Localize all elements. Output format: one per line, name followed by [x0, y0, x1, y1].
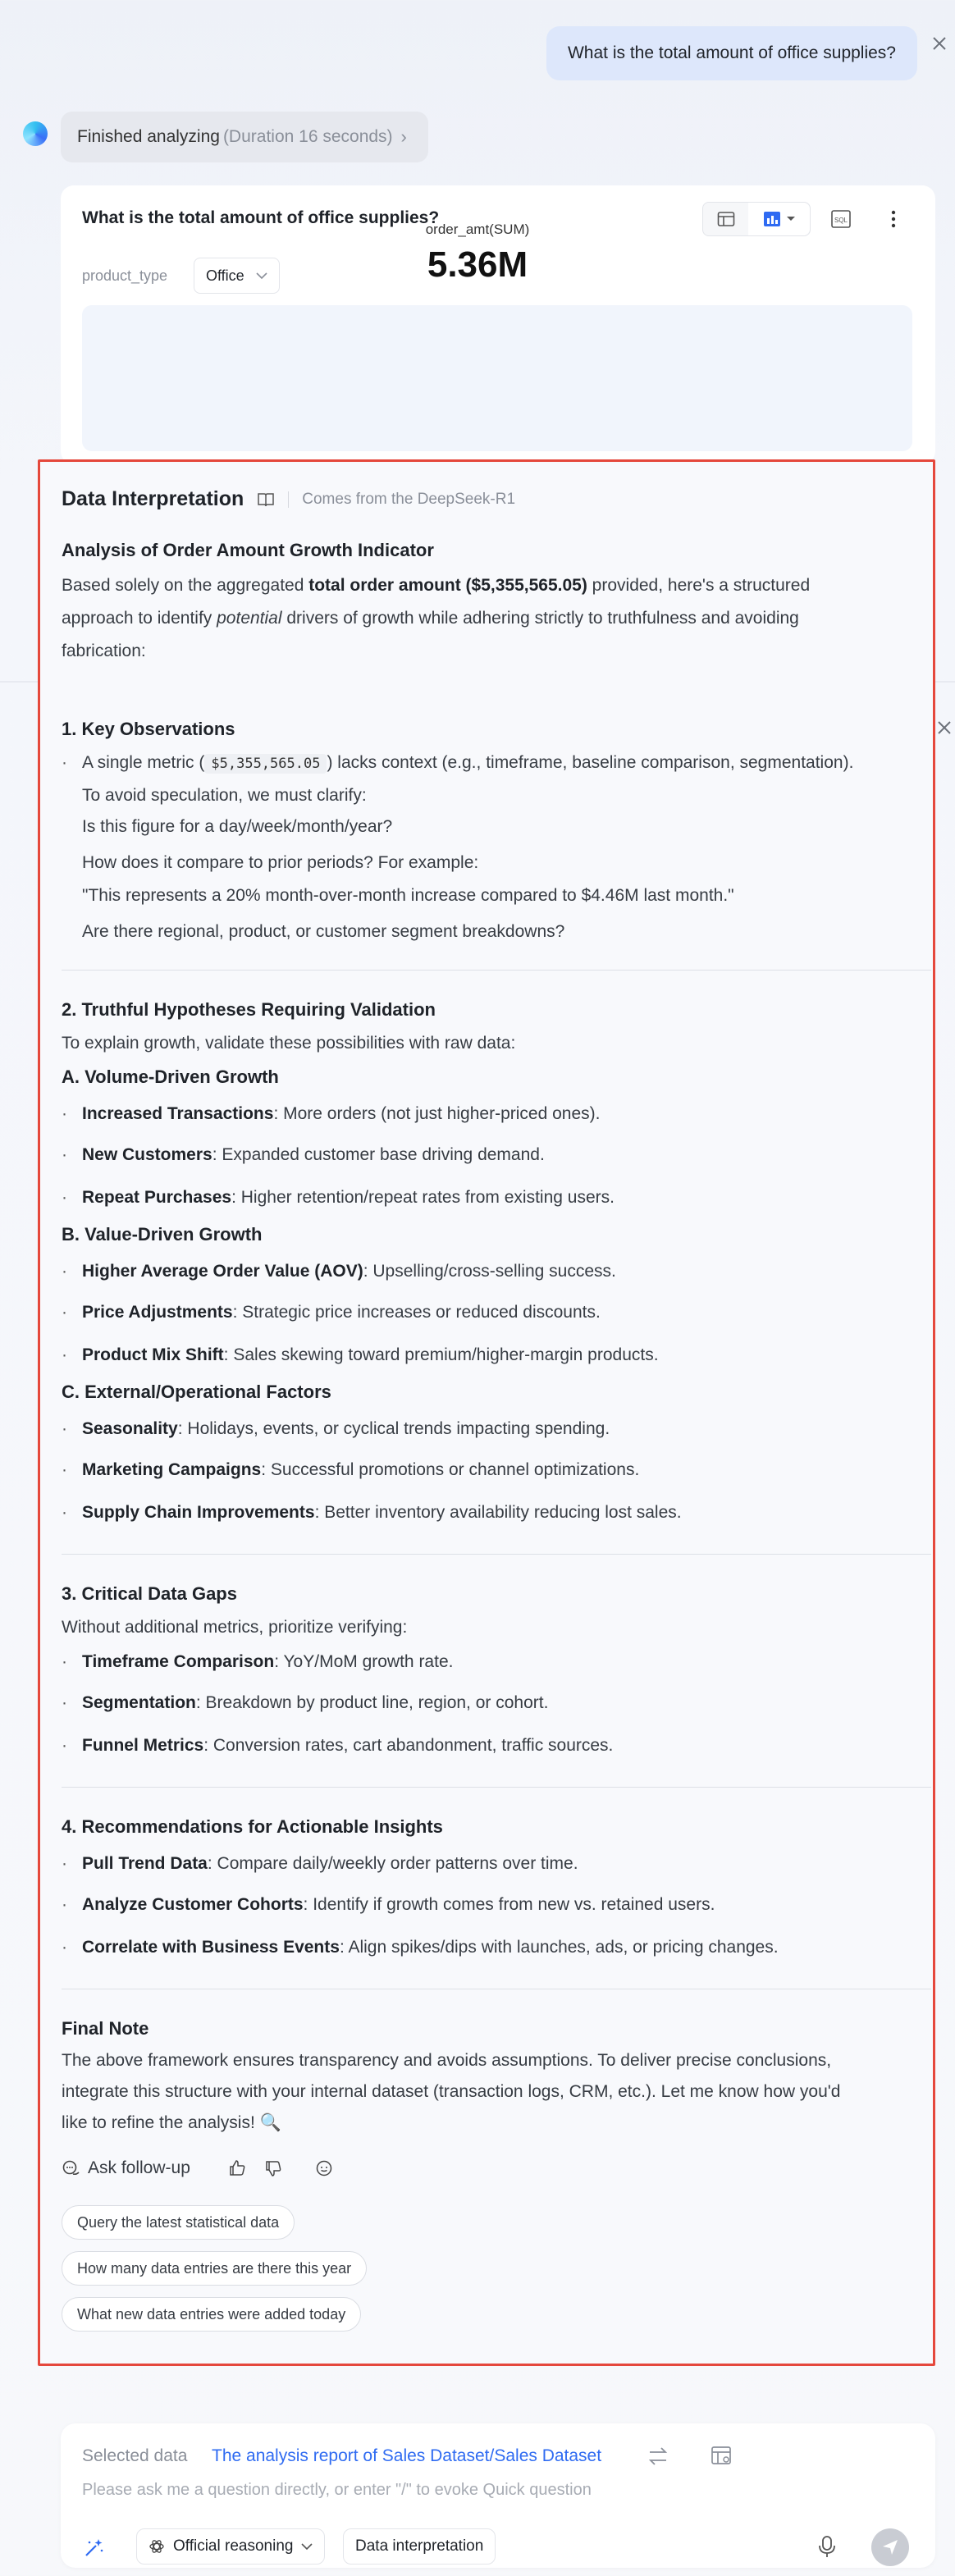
- reasoning-mode-label: Official reasoning: [173, 2537, 294, 2555]
- metric-value: 5.36M: [427, 244, 528, 285]
- sql-label: SQL: [834, 217, 848, 224]
- list-item: · Analyze Customer Cohorts: Identify if growth comes from new vs. retained users.: [62, 1895, 715, 1914]
- item-term: Product Mix Shift: [82, 1345, 224, 1364]
- header-separator: [288, 491, 289, 508]
- interpretation-header: [62, 487, 515, 511]
- smile-icon[interactable]: [313, 2158, 335, 2179]
- list-item: · Seasonality: Holidays, events, or cyclical trends impacting spending.: [62, 1419, 610, 1438]
- reasoning-mode-select[interactable]: [136, 2528, 325, 2565]
- data-interpretation-label: Data interpretation: [355, 2537, 484, 2555]
- data-table-icon[interactable]: [709, 2443, 735, 2469]
- section-divider: [62, 970, 931, 971]
- analysis-status-pill[interactable]: [61, 112, 428, 162]
- list-item: · Pull Trend Data: Compare daily/weekly order patterns over time.: [62, 1854, 578, 1873]
- data-interpretation-toggle[interactable]: [343, 2528, 496, 2565]
- chat-composer: [61, 2423, 935, 2568]
- status-label: Finished analyzing: [77, 127, 220, 146]
- metric-label: order_amt(SUM): [425, 222, 530, 237]
- item-desc: : Identify if growth comes from new vs. retained users.: [303, 1895, 715, 1914]
- book-icon[interactable]: [257, 491, 275, 508]
- list-item: · Funnel Metrics: Conversion rates, cart abandonment, traffic sources.: [62, 1736, 614, 1755]
- item-desc: : Compare daily/weekly order patterns over time.: [207, 1854, 578, 1873]
- close-icon[interactable]: [927, 31, 952, 56]
- item-text: A single metric (: [82, 753, 205, 772]
- swap-icon[interactable]: [645, 2443, 671, 2469]
- list-item: · Price Adjustments: Strategic price increases or reduced discounts.: [62, 1303, 601, 1322]
- list-item: · Repeat Purchases: Higher retention/repeat rates from existing users.: [62, 1188, 615, 1207]
- section-3-title: 3. Critical Data Gaps: [62, 1583, 237, 1604]
- sub-line: "This represents a 20% month-over-month increase compared to $4.46M last month.": [82, 886, 734, 905]
- atom-icon: [149, 2538, 165, 2555]
- intro-emphasis: total order amount ($5,355,565.05): [308, 576, 587, 595]
- list-item: · New Customers: Expanded customer base driving demand.: [62, 1145, 545, 1164]
- interpretation-panel: [40, 462, 933, 2364]
- feedback-row: [62, 2158, 335, 2179]
- ask-followup-button[interactable]: [62, 2158, 190, 2178]
- list-item: · Correlate with Business Events: Align spikes/dips with launches, ads, or pricing changes.: [62, 1938, 779, 1957]
- sub-line: Is this figure for a day/week/month/year?: [82, 817, 393, 836]
- list-item: · Segmentation: Breakdown by product line, region, or cohort.: [62, 1693, 549, 1712]
- suggestion-chip[interactable]: Query the latest statistical data: [62, 2205, 295, 2240]
- inline-code: $5,355,565.05: [204, 754, 327, 774]
- section-2-intro: To explain growth, validate these possibilities with raw data:: [62, 1034, 516, 1053]
- item-desc: : More orders (not just higher-priced ones).: [273, 1104, 601, 1123]
- microphone-icon[interactable]: [814, 2533, 840, 2560]
- item-desc: : Higher retention/repeat rates from existing users.: [231, 1188, 615, 1207]
- sub-line: To avoid speculation, we must clarify:: [82, 786, 367, 805]
- sub-line: Are there regional, product, or customer segment breakdowns?: [82, 922, 565, 941]
- status-duration: (Duration 16 seconds): [222, 127, 393, 146]
- group-a-title: A. Volume-Driven Growth: [62, 1066, 279, 1087]
- magic-wand-icon[interactable]: [82, 2537, 107, 2561]
- item-term: New Customers: [82, 1145, 212, 1164]
- filter-value: Office: [206, 267, 244, 284]
- item-desc: : Expanded customer base driving demand.: [212, 1145, 545, 1164]
- selected-data-link[interactable]: The analysis report of Sales Dataset/Sales Dataset: [212, 2446, 602, 2465]
- item-term: Increased Transactions: [82, 1104, 274, 1123]
- item-desc: : Sales skewing toward premium/higher-margin products.: [223, 1345, 659, 1364]
- intro-line-1: [62, 576, 810, 596]
- metric-panel: [82, 305, 912, 451]
- filter-label: product_type: [82, 267, 168, 284]
- intro-text: drivers of growth while adhering strictly to truthfulness and avoiding: [281, 609, 799, 628]
- intro-text: Based solely on the aggregated: [62, 576, 309, 595]
- list-item: · Marketing Campaigns: Successful promotions or channel optimizations.: [62, 1460, 640, 1479]
- interpretation-title: Data Interpretation: [62, 487, 244, 510]
- list-item: · Higher Average Order Value (AOV): Upselling/cross-selling success.: [62, 1262, 616, 1281]
- chat-icon: [62, 2158, 81, 2178]
- item-desc: : Holidays, events, or cyclical trends impacting spending.: [177, 1419, 610, 1438]
- thumbs-down-icon[interactable]: [263, 2158, 284, 2179]
- group-b-title: B. Value-Driven Growth: [62, 1224, 263, 1245]
- section-1-title: 1. Key Observations: [62, 719, 235, 739]
- analysis-heading: Analysis of Order Amount Growth Indicator: [62, 540, 434, 560]
- item-desc: : Better inventory availability reducing lost sales.: [314, 1503, 682, 1522]
- item-desc: : Breakdown by product line, region, or cohort.: [195, 1693, 549, 1712]
- final-note-title: Final Note: [62, 2018, 149, 2039]
- sub-line: How does it compare to prior periods? For example:: [82, 853, 479, 872]
- selected-data-label: Selected data: [82, 2446, 188, 2465]
- item-term: Correlate with Business Events: [82, 1938, 340, 1957]
- intro-text: provided, here's a structured: [587, 576, 811, 595]
- intro-text: approach to identify: [62, 609, 217, 628]
- section-divider: [62, 1787, 931, 1788]
- item-term: Seasonality: [82, 1419, 178, 1438]
- item-term: Repeat Purchases: [82, 1188, 232, 1207]
- suggestion-chip[interactable]: What new data entries were added today: [62, 2297, 361, 2332]
- question-input[interactable]: [82, 2476, 886, 2504]
- item-desc: : Successful promotions or channel optimizations.: [261, 1460, 640, 1479]
- user-message-bubble: [546, 26, 917, 80]
- item-text: ) lacks context (e.g., timeframe, baseline comparison, segmentation).: [327, 753, 854, 772]
- group-c-title: C. External/Operational Factors: [62, 1382, 331, 1402]
- chevron-right-icon: ›: [400, 126, 407, 147]
- section-2-title: 2. Truthful Hypotheses Requiring Validation: [62, 999, 436, 1020]
- item-term: Timeframe Comparison: [82, 1652, 275, 1671]
- assistant-avatar: [23, 121, 48, 146]
- item-desc: : YoY/MoM growth rate.: [274, 1652, 454, 1671]
- suggestion-chip[interactable]: How many data entries are there this year: [62, 2251, 367, 2286]
- final-note-line: The above framework ensures transparency and avoids assumptions. To deliver precise conclusions,: [62, 2051, 832, 2070]
- interpretation-source: Comes from the DeepSeek-R1: [302, 490, 516, 508]
- thumbs-up-icon[interactable]: [226, 2158, 248, 2179]
- list-item: · Supply Chain Improvements: Better inventory availability reducing lost sales.: [62, 1503, 682, 1522]
- send-button[interactable]: [871, 2528, 909, 2566]
- intro-italic: potential: [217, 609, 282, 628]
- ask-followup-label: Ask follow-up: [88, 2158, 190, 2177]
- section-divider: [62, 1554, 931, 1555]
- item-desc: : Align spikes/dips with launches, ads, or pricing changes.: [339, 1938, 779, 1957]
- send-icon: [881, 2538, 899, 2556]
- final-note-line: like to refine the analysis! 🔍: [62, 2113, 281, 2132]
- intro-line-2: [62, 609, 799, 628]
- list-item: · Timeframe Comparison: YoY/MoM growth rate.: [62, 1652, 454, 1671]
- item-term: Funnel Metrics: [82, 1736, 204, 1755]
- query-title: What is the total amount of office supplies?: [82, 208, 440, 227]
- item-term: Higher Average Order Value (AOV): [82, 1262, 363, 1281]
- list-item: · Product Mix Shift: Sales skewing toward premium/higher-margin products.: [62, 1345, 659, 1364]
- intro-line-3: fabrication:: [62, 642, 146, 660]
- section-3-intro: Without additional metrics, prioritize verifying:: [62, 1618, 408, 1637]
- item-term: Pull Trend Data: [82, 1854, 208, 1873]
- close-icon[interactable]: [932, 715, 955, 740]
- item-term: Price Adjustments: [82, 1303, 233, 1322]
- item-desc: : Conversion rates, cart abandonment, traffic sources.: [203, 1736, 614, 1755]
- item-desc: : Strategic price increases or reduced discounts.: [232, 1303, 601, 1322]
- item-term: Segmentation: [82, 1693, 196, 1712]
- item-desc: : Upselling/cross-selling success.: [363, 1262, 616, 1281]
- item-term: Supply Chain Improvements: [82, 1503, 315, 1522]
- list-item: · A single metric ( $5,355,565.05 ) lacks context (e.g., timeframe, baseline comparison, segmentation).: [62, 753, 854, 772]
- user-message-text: What is the total amount of office supplies?: [567, 43, 896, 62]
- item-term: Analyze Customer Cohorts: [82, 1895, 304, 1914]
- section-4-title: 4. Recommendations for Actionable Insights: [62, 1816, 443, 1837]
- final-note-line: integrate this structure with your internal dataset (transaction logs, CRM, etc.). Let me know how you'd: [62, 2082, 841, 2101]
- item-term: Marketing Campaigns: [82, 1460, 262, 1479]
- chevron-down-icon: [301, 2543, 313, 2551]
- list-item: · Increased Transactions: More orders (not just higher-priced ones).: [62, 1104, 601, 1123]
